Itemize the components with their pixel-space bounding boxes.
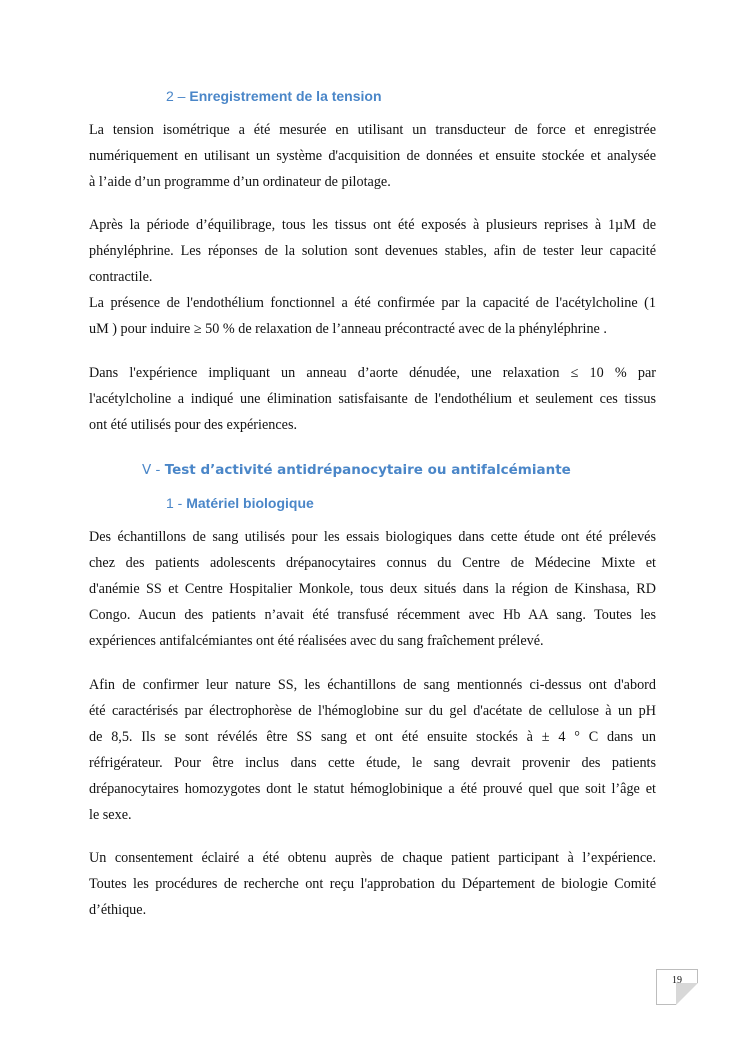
text-line: expériences antifalcémiantes ont été réalisées avec du sang fraîchement prélevé. xyxy=(89,633,544,649)
paragraph-consentement xyxy=(89,845,656,923)
text-line: réfrigérateur. Pour être inclus dans cette étude, le sang devrait provenir des patients xyxy=(89,755,656,771)
section-heading-number: V - xyxy=(142,462,165,478)
text-line: Congo. Aucun des patients n’avait été transfusé récemment avec Hb AA sang. Toutes les xyxy=(89,607,656,623)
section-heading-number: 1 - xyxy=(166,495,187,511)
text-line: ont été utilisés pour des expériences. xyxy=(89,417,298,433)
section-heading-number: 2 – xyxy=(166,88,190,104)
text-line: drépanocytaires homozygotes dont le statut hémoglobinique a été prouvé quel que soit l’âge et xyxy=(89,781,656,797)
section-heading-title: Enregistrement de la tension xyxy=(189,88,382,104)
text-line: le sexe. xyxy=(89,807,132,823)
paragraph-equilibrage xyxy=(89,212,656,342)
paragraph-echantillons xyxy=(89,524,656,654)
text-line: uM ) pour induire ≥ 50 % de relaxation de l’anneau précontracté avec de la phényléphrine . xyxy=(89,321,607,337)
text-line: Un consentement éclairé a été obtenu auprès de chaque patient participant à l’expérience. xyxy=(89,850,656,866)
paragraph-tension xyxy=(89,117,656,195)
section-heading-1 xyxy=(166,495,314,511)
text-line: Après la période d’équilibrage, tous les tissus ont été exposés à plusieurs reprises à 1µM de xyxy=(89,217,656,233)
text-line: La tension isométrique a été mesurée en utilisant un transducteur de force et enregistrée xyxy=(89,122,656,138)
text-line: chez des patients adolescents drépanocytaires connus du Centre de Médecine Mixte et xyxy=(89,555,656,571)
text-line: contractile. xyxy=(89,269,153,285)
page-curl-icon xyxy=(676,983,698,1005)
text-line: numériquement en utilisant un système d'acquisition de données et ensuite stockée et analysée xyxy=(89,148,656,164)
text-line: d'anémie SS et Centre Hospitalier Monkole, tous deux situés dans la région de Kinshasa, RD xyxy=(89,581,656,597)
paragraph-nature-ss xyxy=(89,672,656,828)
section-heading-title: Matériel biologique xyxy=(186,495,314,511)
text-line: La présence de l'endothélium fonctionnel a été confirmée par la capacité de l'acétylcholine (1 xyxy=(89,295,656,311)
text-line: de 8,5. Ils se sont révélés être SS sang et ont été ensuite stockés à ± 4 ° C dans un xyxy=(89,729,656,745)
text-line: l'acétylcholine a indiqué une élimination satisfaisante de l'endothélium et seulement ces tissus xyxy=(89,391,656,407)
text-line: été caractérisés par électrophorèse de l'hémoglobine sur du gel d'acétate de cellulose à un pH xyxy=(89,703,656,719)
text-line: phényléphrine. Les réponses de la solution sont devenues stables, afin de tester leur capacité xyxy=(89,243,656,259)
paragraph-aorte xyxy=(89,360,656,438)
section-heading-V xyxy=(142,462,571,478)
text-line: Des échantillons de sang utilisés pour les essais biologiques dans cette étude ont été prélevés xyxy=(89,529,656,545)
text-line: Dans l'expérience impliquant un anneau d’aorte dénudée, une relaxation ≤ 10 % par xyxy=(89,365,656,381)
text-line: Afin de confirmer leur nature SS, les échantillons de sang mentionnés ci-dessus ont d'abord xyxy=(89,677,656,693)
text-line: à l’aide d’un programme d’un ordinateur de pilotage. xyxy=(89,174,391,190)
section-heading-2 xyxy=(166,88,382,104)
section-heading-title: Test d’activité antidrépanocytaire ou antifalcémiante xyxy=(164,462,571,478)
page-number: 19 xyxy=(672,975,682,986)
page-number-box xyxy=(656,969,698,1005)
text-line: Toutes les procédures de recherche ont reçu l'approbation du Département de biologie Comité xyxy=(89,876,656,892)
text-line: d’éthique. xyxy=(89,902,147,918)
